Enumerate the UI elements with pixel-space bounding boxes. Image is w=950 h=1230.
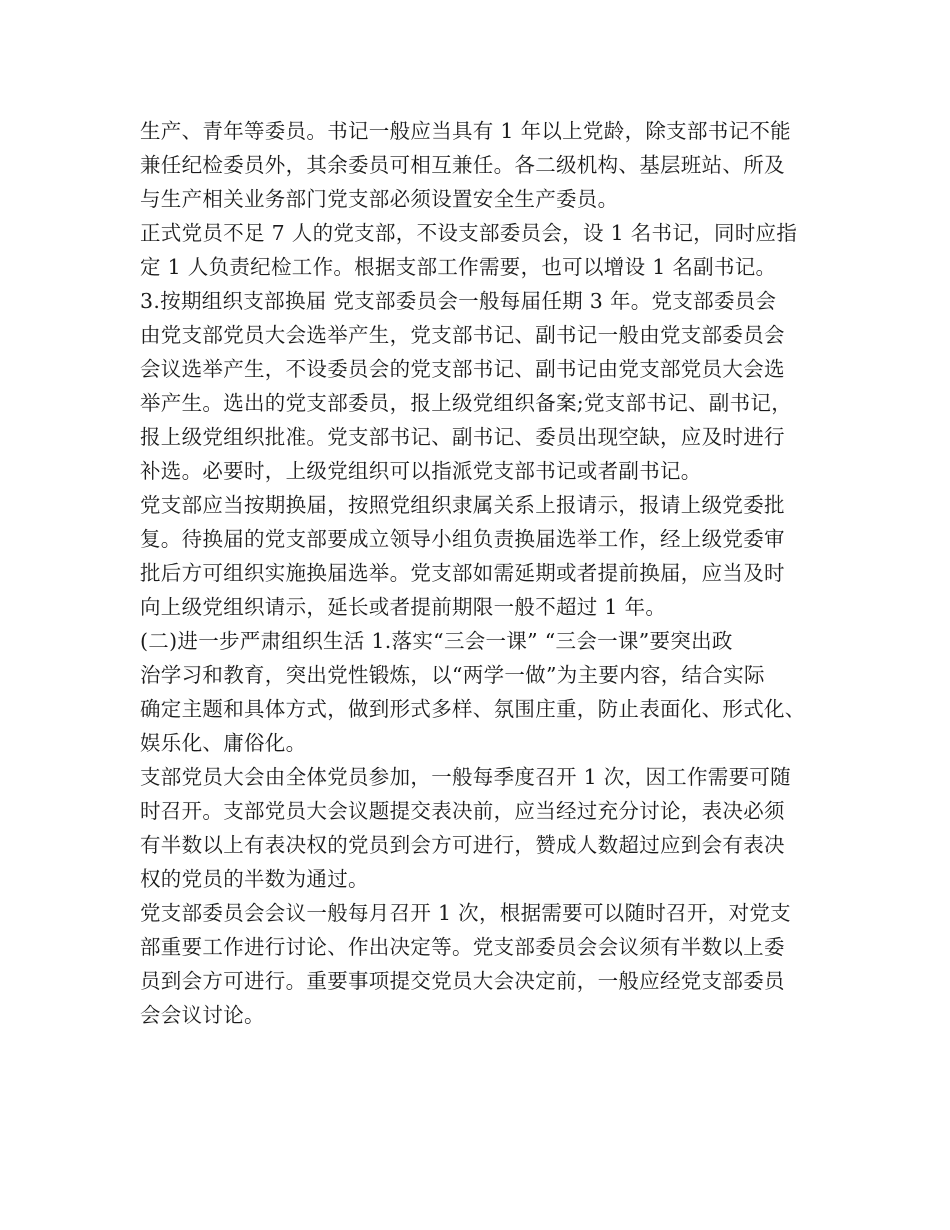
text-line: 党支部委员会会议一般每月召开 1 次，根据需要可以随时召开，对党支	[140, 901, 791, 925]
text-line: 报上级党组织批准。党支部书记、副书记、委员出现空缺，应及时进行	[140, 425, 785, 449]
paragraph-member-assembly	[140, 760, 830, 896]
paragraph-committee-meeting	[140, 896, 830, 1032]
text-line: 部重要工作进行讨论、作出决定等。党支部委员会会议须有半数以上委	[140, 935, 785, 959]
text-line: 与生产相关业务部门党支部必须设置安全生产委员。	[140, 187, 619, 211]
text-line: 权的党员的半数为通过。	[140, 867, 369, 891]
text-line: 向上级党组织请示，延长或者提前期限一般不超过 1 年。	[140, 595, 667, 619]
text-line: 由党支部党员大会选举产生，党支部书记、副书记一般由党支部委员会	[140, 323, 785, 347]
text-line: 有半数以上有表决权的党员到会方可进行，赞成人数超过应到会有表决	[140, 833, 785, 857]
text-line: 时召开。支部党员大会议题提交表决前，应当经过充分讨论，表决必须	[140, 799, 785, 823]
text-line: (二)进一步严肃组织生活 1.落实“三会一课” “三会一课”要突出政	[140, 629, 733, 653]
text-line: 生产、青年等委员。书记一般应当具有 1 年以上党龄，除支部书记不能	[140, 119, 791, 143]
text-line: 会议选举产生，不设委员会的党支部书记、副书记由党支部党员大会选	[140, 357, 785, 381]
text-line: 定 1 人负责纪检工作。根据支部工作需要，也可以增设 1 名副书记。	[140, 255, 777, 279]
text-line: 党支部应当按期换届，按照党组织隶属关系上报请示，报请上级党委批	[140, 493, 785, 517]
text-line: 支部党员大会由全体党员参加，一般每季度召开 1 次，因工作需要可随	[140, 765, 791, 789]
document-body	[140, 114, 830, 1032]
text-line: 批后方可组织实施换届选举。党支部如需延期或者提前换届，应当及时	[140, 561, 785, 585]
text-line: 补选。必要时，上级党组织可以指派党支部书记或者副书记。	[140, 459, 702, 483]
text-line: 确定主题和具体方式，做到形式多样、氛围庄重，防止表面化、形式化、	[140, 697, 806, 721]
text-line: 3.按期组织支部换届 党支部委员会一般每届任期 3 年。党支部委员会	[140, 289, 777, 313]
text-line: 治学习和教育，突出党性锻炼，以“两学一做”为主要内容，结合实际	[140, 663, 765, 687]
text-line: 员到会方可进行。重要事项提交党员大会决定前，一般应经党支部委员	[140, 969, 785, 993]
text-line: 正式党员不足 7 人的党支部，不设支部委员会，设 1 名书记，同时应指	[140, 221, 798, 245]
text-line: 举产生。选出的党支部委员，报上级党组织备案;党支部书记、副书记，	[140, 391, 793, 415]
paragraph-small-branch	[140, 216, 830, 284]
text-line: 会会议讨论。	[140, 1003, 265, 1027]
text-line: 娱乐化、庸俗化。	[140, 731, 307, 755]
paragraph-branch-election	[140, 284, 830, 488]
paragraph-term-change	[140, 488, 830, 624]
text-line: 兼任纪检委员外，其余委员可相互兼任。各二级机构、基层班站、所及	[140, 153, 785, 177]
text-line: 复。待换届的党支部要成立领导小组负责换届选举工作，经上级党委审	[140, 527, 785, 551]
paragraph-committee-members	[140, 114, 830, 216]
paragraph-organization-life	[140, 624, 830, 760]
